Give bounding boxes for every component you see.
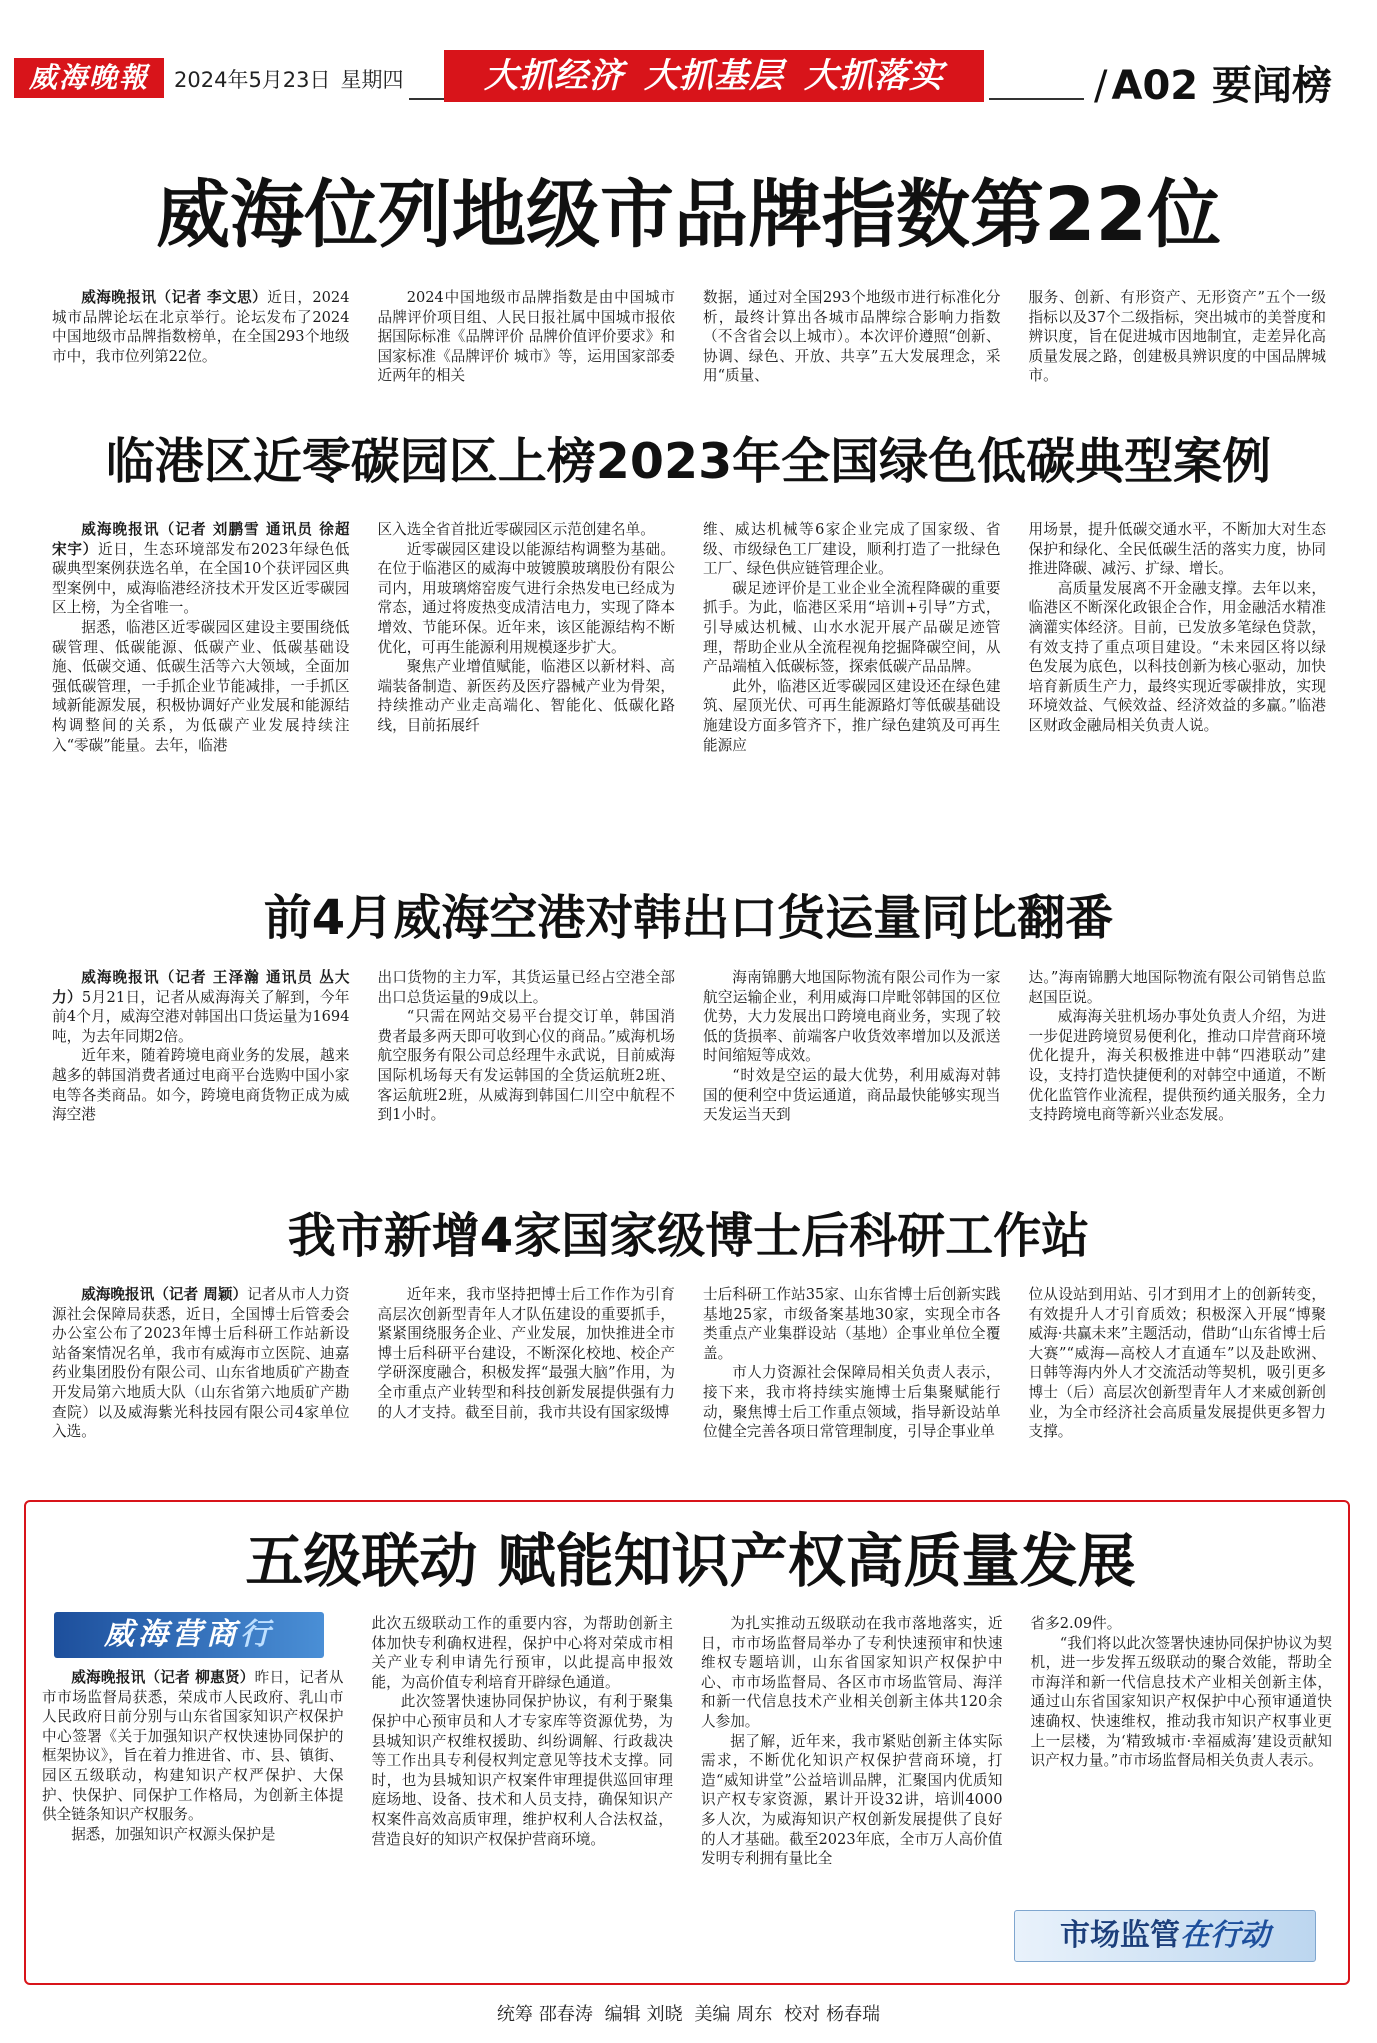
article-4-headline: 我市新增4家国家级博士后科研工作站 <box>287 1208 1090 1264</box>
date-text: 2024年5月23日 <box>174 68 331 92</box>
paragraph: 达。”海南锦鹏大地国际物流有限公司销售总监赵国臣说。 <box>1028 969 1326 1006</box>
paragraph: 区入选全省首批近零碳园区示范创建名单。 <box>377 521 655 538</box>
article-2-col-3 <box>703 520 1001 855</box>
credit-label: 编辑 <box>604 2004 641 2025</box>
article-4-col-1 <box>52 1285 350 1485</box>
article-1-col-2 <box>378 288 676 408</box>
paragraph: “只需在网站交易平台提交订单，韩国消费者最多两天即可收到心仪的商品。”威海机场航空服务有限公司总经理牛永武说，目前威海国际机场每天有发运韩国的全货运航班2班、客运航班2班，从威海到韩国仁川空中航程不到1小时。 <box>377 1008 675 1124</box>
paragraph: 据悉，临港区近零碳园区建设主要围绕低碳管理、低碳能源、低碳产业、低碳基础设施、低碳交通、低碳生活等六大领域，全面加强低碳管理，一手抓企业节能减排，一手抓区域新能源发展，积极协调好产业发展和能源结构调整间的关系，为低碳产业发展持续注入“零碳”能量。去年，临港 <box>52 618 350 754</box>
credit-name: 邵春涛 <box>538 2004 593 2025</box>
paragraph: 出口货物的主力军，其货运量已经占空港全部出口总货运量的9成以上。 <box>377 969 675 1006</box>
market-tag-flair: 在行动 <box>1180 1918 1270 1953</box>
paragraph: 近年来，随着跨境电商业务的发展，越来越多的韩国消费者通过电商平台选购中国小家电等各类商品。如今，跨境电商货物正成为威海空港 <box>52 1047 350 1124</box>
article-3-body <box>52 968 1326 1183</box>
slogan-3: 大抓落实 <box>804 56 944 96</box>
paragraph: 省多2.09件。 <box>1030 1615 1122 1632</box>
paragraph: 碳足迹评价是工业企业全流程降碳的重要抓手。为此，临港区采用“培训+引导”方式，引导威达机械、山水水泥开展产品碳足迹管理，帮助企业从全流程视角挖掘降碳空间，从产品端植入低碳标签，探索低碳产品品牌。 <box>703 579 1001 676</box>
paragraph: 数据，通过对全国293个地级市进行标准化分析，最终计算出各城市品牌综合影响力指数（不含省会以上城市）。本次评价遵照“创新、协调、绿色、开放、共享”五大发展理念，采用“质量、 <box>703 289 1001 385</box>
article-2-headline: 临港区近零碳园区上榜2023年全国绿色低碳典型案例 <box>105 433 1272 490</box>
article-5-col-2 <box>372 1614 674 1974</box>
market-supervision-tag <box>1014 1910 1316 1962</box>
article-4-col-2 <box>378 1285 676 1485</box>
credit-label: 校对 <box>784 2004 821 2025</box>
paragraph: 此外，临港区近零碳园区建设还在绿色建筑、屋顶光伏、可再生能源路灯等低碳基础设施建设方面多管齐下，推广绿色建筑及可再生能源应 <box>703 677 1001 754</box>
paragraph: 聚焦产业增值赋能，临港区以新材料、高端装备制造、新医药及医疗器械产业为骨架，持续推动产业走高端化、智能化、低碳化路线，目前拓展纤 <box>377 658 675 734</box>
paragraph: 服务、创新、有形资产、无形资产”五个一级指标以及37个二级指标，突出城市的美誉度和辨识度，旨在促进城市因地制宜，走差异化高质量发展之路，创建极具辨识度的中国品牌城市。 <box>1028 289 1326 385</box>
paragraph: 据悉，加强知识产权源头保护是 <box>71 1825 276 1843</box>
byline: 威海晚报讯（记者 柳惠贤） <box>71 1669 255 1686</box>
slogan-2: 大抓基层 <box>644 56 784 96</box>
newspaper-logo: 威海晚報 <box>14 58 164 98</box>
credit-name: 刘晓 <box>646 2004 683 2025</box>
article-3-col-4 <box>1029 968 1327 1183</box>
article-1-col-4 <box>1029 288 1327 408</box>
article-4-body <box>52 1285 1326 1485</box>
paragraph: 此次五级联动工作的重要内容，为帮助创新主体加快专利确权进程，保护中心将对荣成市相关产业专利申请先行预审，以此提高申报效能，为高价值专利培育开辟绿色通道。 <box>371 1615 673 1691</box>
masthead <box>14 50 1363 109</box>
paragraph: 据了解，近年来，我市紧贴创新主体实际需求，不断优化知识产权保护营商环境，打造“威知讲堂”公益培训品牌，汇聚国内优质知识产权专家资源，累计开设32讲，培训4000多人次，为威海知识产权创新发展提供了良好的人才基础。截至2023年底，全市万人高价值发明专利拥有量比全 <box>701 1732 1003 1868</box>
article-2-col-4 <box>1029 520 1327 855</box>
paragraph: 5月21日，记者从威海海关了解到，今年前4个月，威海空港对韩国出口货运量为1694吨，为去年同期2倍。 <box>52 988 350 1045</box>
paragraph: 近日，生态环境部发布2023年绿色低碳典型案例获选名单，在全国10个获评园区典型案例中，威海临港经济技术开发区近零碳园区上榜，为全省唯一。 <box>52 540 350 617</box>
paragraph: 近日，2024城市品牌论坛在北京举行。论坛发布了2024中国地级市品牌指数榜单，在全国293个地级市中，我市位列第22位。 <box>52 289 350 365</box>
article-5-headline: 五级联动 赋能知识产权高质量发展 <box>245 1527 1136 1595</box>
paragraph: 用场景，提升低碳交通水平，不断加大对生态保护和绿化、全民低碳生活的落实力度，协同推进降碳、减污、扩绿、增长。 <box>1028 521 1326 578</box>
credit-name: 周东 <box>736 2004 773 2025</box>
article-5-col-1 <box>42 1614 344 1974</box>
issue-date <box>174 64 404 94</box>
paragraph: 位从设站到用站、引才到用才上的创新转变，有效提升人才引育质效；积极深入开展“博聚威海·共赢未来”主题活动，借助“山东省博士后大赛”“威海—高校人才直通车”以及赴欧洲、日韩等海内外人才交流活动等契机，吸引更多博士（后）高层次创新型青年人才来威创新创业，为全市经济社会高质量发展提供更多智力支撑。 <box>1028 1286 1326 1441</box>
article-4-col-4 <box>1029 1285 1327 1485</box>
byline: 威海晚报讯（记者 周颖） <box>81 1286 248 1303</box>
article-1-body <box>52 288 1326 408</box>
article-2-col-2 <box>378 520 676 855</box>
credit-label: 美编 <box>694 2004 731 2025</box>
paragraph: 海南锦鹏大地国际物流有限公司作为一家航空运输企业，利用威海口岸毗邻韩国的区位优势，大力发展出口跨境电商业务，实现了较低的货损率、前端客户收货效率增加以及派送时间缩短等成效。 <box>703 969 1001 1065</box>
article-2-col-1 <box>52 520 350 855</box>
article-4-col-3 <box>703 1285 1001 1485</box>
paragraph: 2024中国地级市品牌指数是由中国城市品牌评价项目组、人民日报社属中国城市报依据国际标准《品牌评价 品牌价值评价要求》和国家标准《品牌评价 城市》等，运用国家部委近两年的相关 <box>377 289 675 385</box>
paragraph: 近年来，我市坚持把博士后工作作为引育高层次创新型青年人才队伍建设的重要抓手，紧紧围绕服务企业、产业发展，加快推进全市博士后科研平台建设，不断深化校地、校企产学研深度融合，积极发挥“最强大脑”作用，为全市重点产业转型和科技创新发展提供强有力的人才支持。截至目前，我市共设有国家级博 <box>377 1286 675 1421</box>
article-1-col-1 <box>52 288 350 408</box>
paragraph: 此次签署快速协同保护协议，有利于聚集保护中心预审员和人才专家库等资源优势，为县城知识产权维权援助、纠纷调解、行政裁决等工作出具专利侵权判定意见等技术支撑。同时，也为县城知识产权案件审理提供巡回审理庭场地、设备、技术和人员支持，确保知识产权案件高效高质审理，维护权利人合法权益，营造良好的知识产权保护营商环境。 <box>371 1693 673 1848</box>
article-2-body <box>52 520 1326 855</box>
section-tag-text: 威海营商 <box>104 1617 240 1652</box>
paragraph: “时效是空运的最大优势，利用威海对韩国的便利空中货运通道，商品最快能够实现当天发运当天到 <box>703 1066 1001 1124</box>
article-3-col-1 <box>52 968 350 1183</box>
slogan-1: 大抓经济 <box>484 56 624 96</box>
paragraph: 市人力资源社会保障局相关负责人表示，接下来，我市将持续实施博士后集聚赋能行动，聚焦博士后工作重点领域，指导新设站单位健全完善各项日常管理制度，引导企事业单 <box>703 1364 1001 1441</box>
credit-label: 统筹 <box>496 2004 533 2025</box>
paragraph: 昨日，记者从市市场监督局获悉，荣成市人民政府、乳山市人民政府日前分别与山东省国家知识产权保护中心签署《关于加强知识产权快速协同保护的框架协议》，旨在着力推进省、市、县、镇街、园区五级联动，构建知识产权严保护、大保护、快保护、同保护工作格局，为创新主体提供全链条知识产权服务。 <box>42 1669 344 1824</box>
paragraph: 高质量发展离不开金融支撑。去年以来，临港区不断深化政银企合作，用金融活水精准滴灌实体经济。目前，已发放多笔绿色贷款，有效支持了重点项目建设。“未来园区将以绿色发展为底色，以科技创新为核心驱动，加快培育新质生产力，最终实现近零碳排放，实现环境效益、气候效益、经济效益的多赢。”临港区财政金融局相关负责人说。 <box>1028 579 1326 734</box>
paragraph: 维、威达机械等6家企业完成了国家级、省级、市级绿色工厂建设，顺利打造了一批绿色工厂、绿色供应链管理企业。 <box>703 521 1001 578</box>
article-5-col-3 <box>701 1614 1003 1974</box>
editorial-credits <box>0 2000 1377 2026</box>
featured-article-box <box>24 1500 1350 1985</box>
credit-name: 杨春瑞 <box>826 2004 881 2025</box>
paragraph: “我们将以此次签署快速协同保护协议为契机，进一步发挥五级联动的聚合效能，帮助全市海洋和新一代信息技术产业相关创新主体，通过山东省国家知识产权保护中心预审通道快速确权、快速维权，推动我市知识产权事业更上一层楼，为‘精致城市·幸福威海’建设贡献知识产权力量。”市市场监督局相关负责人表示。 <box>1030 1634 1332 1770</box>
byline: 威海晚报讯（记者 李文思） <box>81 289 268 306</box>
byline: 威海晚报讯（记者 王泽瀚 通讯员 丛大力） <box>52 969 350 1006</box>
paragraph: 为扎实推动五级联动在我市落地落实，近日，市市场监督局举办了专利快速预审和快速维权专题培训，山东省国家知识产权保护中心、市市场监督局、各区市市场监管局、海洋和新一代信息技术产业相关创新主体共120余人参加。 <box>701 1615 1003 1730</box>
article-3-col-3 <box>703 968 1001 1183</box>
paragraph: 记者从市人力资源社会保障局获悉，近日，全国博士后管委会办公室公布了2023年博士后科研工作站新设站备案情况名单，我市有威海市立医院、迪嘉药业集团股份有限公司、山东省地质矿产勘查开发局第六地质大队（山东省第六地质矿产勘查院）以及威海紫光科技园有限公司4家单位入选。 <box>52 1286 350 1441</box>
market-tag-text: 市场监管 <box>1060 1918 1180 1953</box>
paragraph: 威海海关驻机场办事处负责人介绍，为进一步促进跨境贸易便利化，推动口岸营商环境优化提升，海关积极推进中韩“四港联动”建设，支持打造快捷便利的对韩空中通道，不断优化监管作业流程，提供预约通关服务，全力支持跨境电商等新兴业态发展。 <box>1028 1008 1326 1124</box>
byline: 威海晚报讯（记者 刘鹏雪 通讯员 徐超 宋宇） <box>52 521 350 558</box>
section-name: 要闻榜 <box>1212 63 1333 109</box>
paragraph: 近零碳园区建设以能源结构调整为基础。在位于临港区的威海中玻镀膜玻璃股份有限公司内，用玻璃熔窑废气进行余热发电已经成为常态，通过将废热变成清洁电力，实现了降本增效、节能环保。近年来，该区能源结构不断优化，可再生能源利用规模逐步扩大。 <box>377 540 675 656</box>
page-number: / A02 要闻榜 <box>1094 63 1333 109</box>
article-3-headline: 前4月威海空港对韩出口货运量同比翻番 <box>263 890 1114 946</box>
paragraph: 士后科研工作站35家、山东省博士后创新实践基地25家，市级备案基地30家，实现全市各类重点产业集群设站（基地）企事业单位全覆盖。 <box>703 1286 1001 1362</box>
article-3-col-2 <box>378 968 676 1183</box>
masthead-rule <box>409 98 444 100</box>
page-no-text: A02 <box>1111 63 1199 109</box>
slogan-banner <box>444 50 984 102</box>
article-1-headline: 威海位列地级市品牌指数第22位 <box>156 172 1221 258</box>
masthead-rule <box>989 98 1084 100</box>
article-1-col-3 <box>703 288 1001 408</box>
weekday-text: 星期四 <box>340 68 404 92</box>
section-tag-flair: 行 <box>240 1617 274 1652</box>
